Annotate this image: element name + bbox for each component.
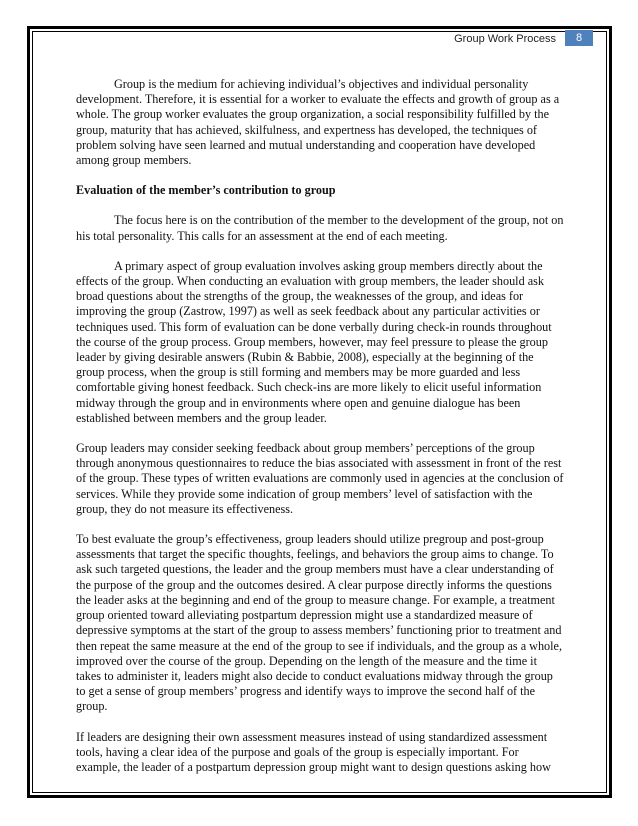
- paragraph-intro: Group is the medium for achieving individual’s objectives and individual personality development. Therefore, it is essential for a worker to evaluate the effects and growth of group as a whole. The group worker evaluates the group organization, a social responsibility fulfilled by the group, maturity that has achieved, skilfulness, and expertness has developed, the techniques of problem solving have seen learned and mutual understanding and cooperation have developed among group members.: [76, 77, 560, 168]
- paragraph-questionnaires: Group leaders may consider seeking feedback about group members’ perceptions of the group through anonymous questionnaires to reduce the bias associated with assessment in front of the rest of the group. These types of written evaluations are commonly used in agencies at the conclusion of services. While they provide some indication of group members’ level of satisfaction with the group, they do not measure its effectiveness.: [76, 441, 564, 516]
- paragraph-designing-measures: If leaders are designing their own assessment measures instead of using standardized assessment tools, having a clear idea of the purpose and goals of the group is especially important. For example, the leader of a postpartum depression group might want to design questions asking how: [76, 729, 551, 774]
- document-body: [76, 77, 564, 775]
- paragraph-primary-aspect: A primary aspect of group evaluation involves asking group members directly about the effects of the group. When conducting an evaluation with group members, the leader should ask broad questions about the strengths of the group, the weaknesses of the group, and ideas for improving the group (Zastrow, 1997) as well as seek feedback about any particular activities or techniques used. This form of evaluation can be done verbally during check-in rounds throughout the course of the group process. Group members, however, may feel pressure to please the group leader by giving desirable answers (Rubin & Babbie, 2008), especially at the beginning of the group process, when the group is still forming and members may be more guarded and less comfortable giving honest feedback. Such check-ins are more likely to elicit useful information midway through the group and in environments where open and genuine dialogue has been established between members and the group leader.: [76, 258, 552, 425]
- page-number-badge: 8: [565, 30, 593, 46]
- paragraph-effectiveness: To best evaluate the group’s effectiveness, group leaders should utilize pregroup and post-group assessments that target the specific thoughts, feelings, and behaviors the group aims to change. To ask such targeted questions, the leader and the group members must have a clear understanding of the purpose of the group and the outcomes desired. A clear purpose directly informs the questions the leader asks at the beginning and end of the group to measure change. For example, a treatment group oriented toward alleviating postpartum depression might use a standardized measure of depressive symptoms at the start of the group to assess members’ functioning prior to treatment and then repeat the same measure at the end of the group to see if individuals, and the group as a whole, improved over the course of the group. Depending on the length of the measure and the time it takes to administer it, leaders might also decide to conduct evaluations midway through the group to get a sense of group members’ progress and identify ways to improve the second half of the group.: [76, 532, 562, 714]
- section-heading: Evaluation of the member’s contribution to group: [76, 183, 336, 198]
- running-header-title: Group Work Process: [454, 33, 556, 45]
- paragraph-focus: The focus here is on the contribution of the member to the development of the group, not on his total personality. This calls for an assessment at the end of each meeting.: [76, 213, 564, 243]
